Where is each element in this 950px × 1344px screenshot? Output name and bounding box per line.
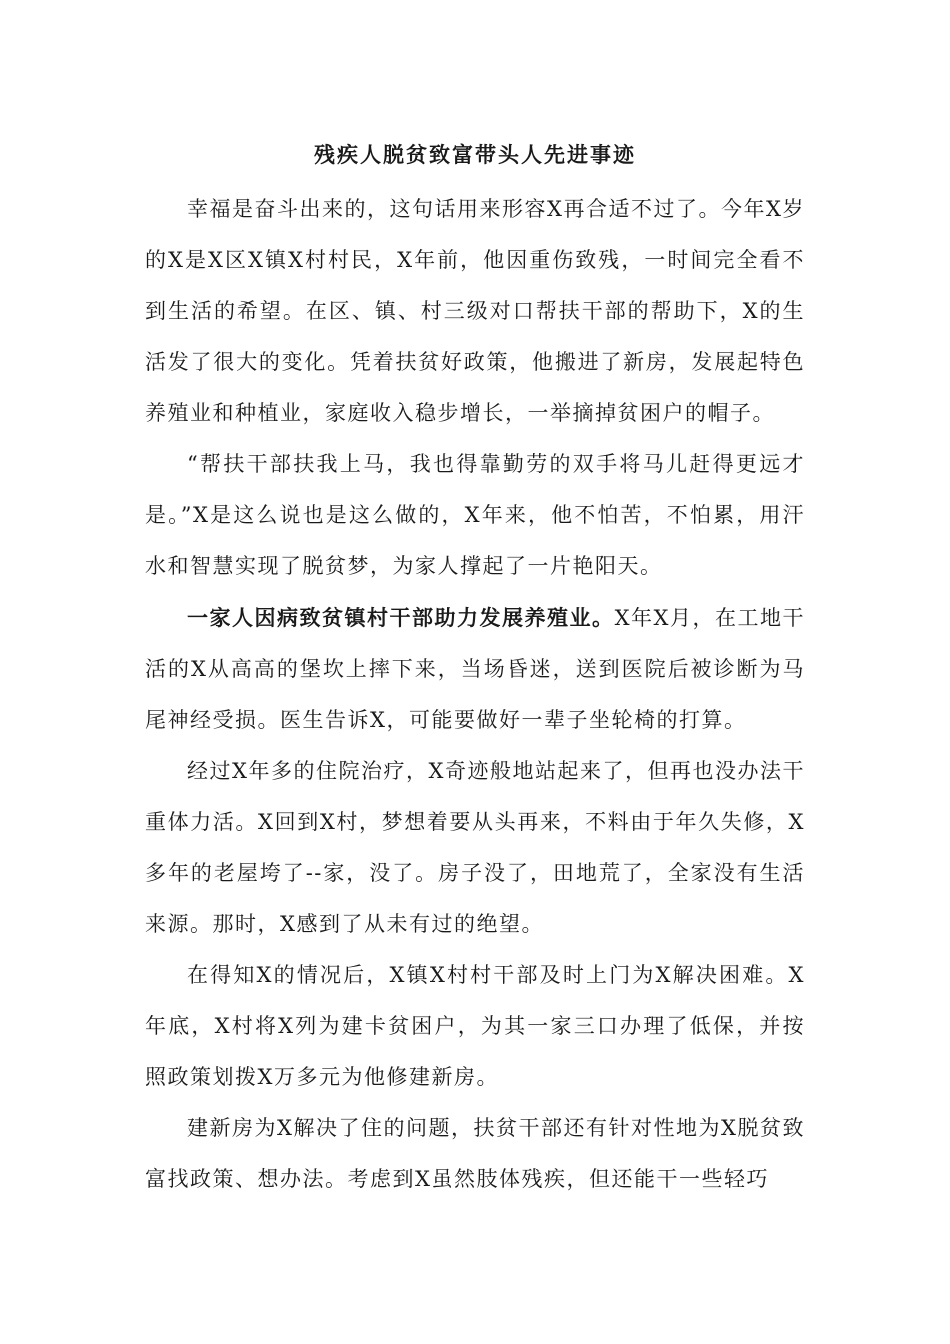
document-body bbox=[145, 184, 805, 1205]
paragraph-5 bbox=[145, 950, 805, 1103]
paragraph-text: 幸福是奋斗出来的，这句话用来形容X再合适不过了。今年X岁的X是X区X镇X村村民，X年前，他因重伤致残，一时间完全看不到生活的希望。在区、镇、村三级对口帮扶干部的帮助下，X的生活发了很大的变化。凭着扶贫好政策，他搬进了新房，发展起特色养殖业和种植业，家庭收入稳步增长，一举摘掉贫困户的帽子。 bbox=[145, 197, 805, 425]
paragraph-6 bbox=[145, 1103, 805, 1205]
section-heading: 一家人因病致贫镇村干部助力发展养殖业。 bbox=[187, 605, 615, 630]
paragraph-text: “帮扶干部扶我上马，我也得靠勤劳的双手将马儿赶得更远才是。”X是这么说也是这么做的，X年来，他不怕苦，不怕累，用汗水和智慧实现了脱贫梦，为家人撑起了一片艳阳天。 bbox=[145, 452, 805, 578]
paragraph-2 bbox=[145, 439, 805, 592]
paragraph-4 bbox=[145, 746, 805, 950]
paragraph-1 bbox=[145, 184, 805, 439]
paragraph-text: X年X月，在工地干活的X从高高的堡坎上摔下来，当场昏迷，送到医院后被诊断为马尾神经受损。医生告诉X，可能要做好一辈子坐轮椅的打算。 bbox=[145, 606, 806, 732]
paragraph-text: 在得知X的情况后，X镇X村村干部及时上门为X解决困难。X年底，X村将X列为建卡贫困户，为其一家三口办理了低保，并按照政策划拨X万多元为他修建新房。 bbox=[145, 963, 805, 1089]
paragraph-text: 建新房为X解决了住的问题，扶贫干部还有针对性地为X脱贫致富找政策、想办法。考虑到X虽然肢体残疾，但还能干一些轻巧 bbox=[145, 1116, 805, 1191]
paragraph-3 bbox=[145, 592, 805, 746]
paragraph-text: 经过X年多的住院治疗，X奇迹般地站起来了，但再也没办法干重体力活。X回到X村，梦想着要从头再来，不料由于年久失修，X多年的老屋垮了--家，没了。房子没了，田地荒了，全家没有生活来源。那时，X感到了从未有过的绝望。 bbox=[145, 759, 805, 936]
document-title: 残疾人脱贫致富带头人先进事迹 bbox=[314, 142, 636, 167]
